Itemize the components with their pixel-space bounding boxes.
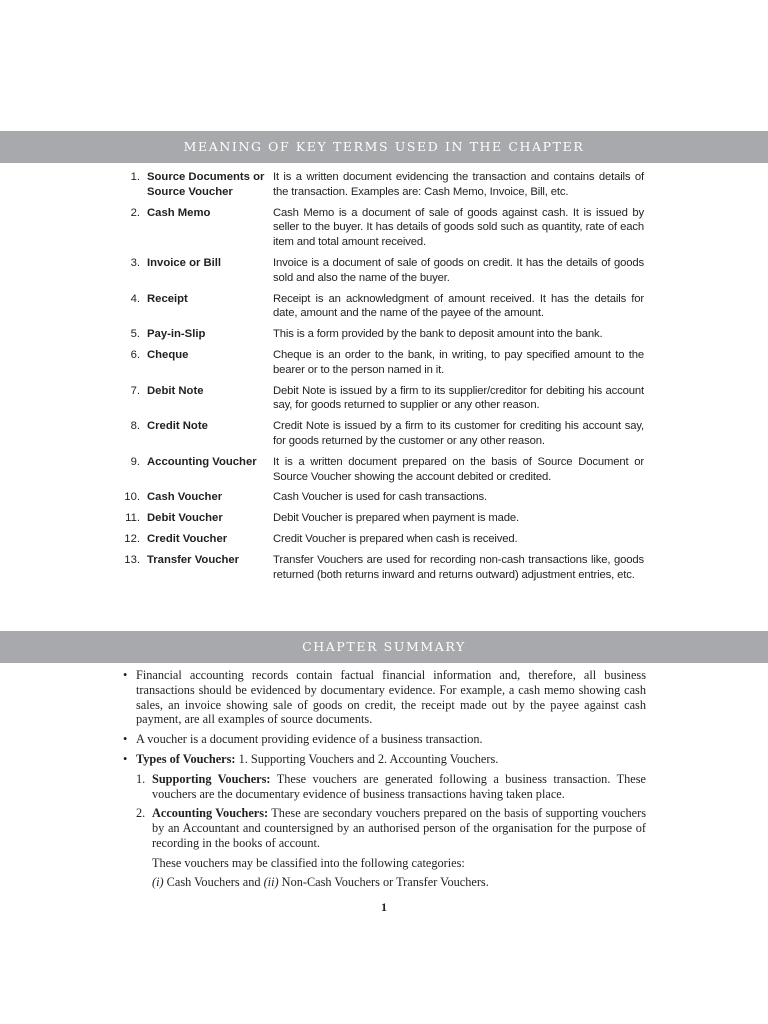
term-definition: Credit Note is issued by a firm to its customer for crediting his account say, for goods returned by the customer or any other reason. xyxy=(273,420,644,447)
term-name: Cash Memo xyxy=(147,206,211,219)
term-row xyxy=(118,511,648,526)
bullet-text: A voucher is a document providing evidence of a business transaction. xyxy=(136,732,483,747)
category-text: Non-Cash Vouchers or Transfer Vouchers. xyxy=(278,874,489,889)
page-number: 1 xyxy=(381,900,387,914)
term-row xyxy=(118,455,648,485)
term-row xyxy=(118,170,648,200)
term-name: Receipt xyxy=(147,292,188,305)
term-definition: Transfer Vouchers are used for recording non-cash transactions like, goods returned (both returns inward and returns outward) adjustment entries, etc. xyxy=(273,553,644,581)
term-name: Source Documents or Source Voucher xyxy=(147,171,265,198)
term-number: 2. xyxy=(130,206,140,219)
subitem-label: Supporting Vouchers: xyxy=(152,771,271,786)
summary-bullet xyxy=(122,732,646,747)
bullet-icon: • xyxy=(123,751,128,766)
bullet-icon: • xyxy=(123,668,128,682)
term-number: 8. xyxy=(130,420,140,433)
category-number: (ii) xyxy=(263,874,279,889)
term-name: Pay-in-Slip xyxy=(147,328,206,341)
term-definition: It is a written document evidencing the transaction and contains details of the transaction. Examples are: Cash Memo, Invoice, Bill, etc. xyxy=(273,171,644,198)
term-name: Accounting Voucher xyxy=(147,455,257,468)
term-row xyxy=(118,292,648,322)
term-name: Cash Voucher xyxy=(147,491,223,504)
term-name: Cheque xyxy=(147,348,189,361)
summary-subitem xyxy=(122,806,646,850)
term-definition: Invoice is a document of sale of goods on credit. It has the details of goods sold and also the name of the buyer. xyxy=(273,256,644,284)
term-definition: Receipt is an acknowledgment of amount received. It has the details for date, amount and the name of the payee of the amount. xyxy=(273,292,644,320)
term-number: 10. xyxy=(124,491,140,504)
term-row xyxy=(118,532,648,547)
subitem-text: These are secondary vouchers prepared on the basis of supporting vouchers by an Accountant and countersigned by an authorised person of the organisation for the purpose of recording in the books of account. xyxy=(152,806,646,850)
term-row xyxy=(118,419,648,449)
subitem-number: 2. xyxy=(136,806,146,821)
bullet-text: 1. Supporting Vouchers and 2. Accounting Vouchers. xyxy=(235,751,499,766)
term-row xyxy=(118,384,648,414)
term-row xyxy=(118,327,648,342)
summary-bullet xyxy=(122,668,646,727)
summary-bullet xyxy=(122,752,646,767)
term-name: Debit Voucher xyxy=(147,512,223,525)
term-name: Credit Note xyxy=(147,420,208,433)
chapter-summary-heading: CHAPTER SUMMARY xyxy=(0,631,768,663)
term-row xyxy=(118,256,648,286)
subitem-text: These vouchers are generated following a business transaction. These vouchers are the documentary evidence of business transactions having taken place. xyxy=(152,771,646,801)
term-definition: Cash Memo is a document of sale of goods against cash. It is issued by seller to the buyer. It has details of goods sold such as quantity, rate of each item and total amount received. xyxy=(273,206,644,249)
term-number: 11. xyxy=(125,512,140,525)
term-row xyxy=(118,553,648,583)
term-row xyxy=(118,348,648,378)
key-terms-heading: MEANING OF KEY TERMS USED IN THE CHAPTER xyxy=(0,131,768,163)
term-row xyxy=(118,206,648,250)
bullet-label: Types of Vouchers: xyxy=(136,751,236,766)
term-number: 4. xyxy=(130,292,140,305)
summary-subitem xyxy=(122,772,646,802)
chapter-summary xyxy=(122,668,646,893)
categories-intro: These vouchers may be classified into the following categories: xyxy=(152,855,465,870)
term-definition: Debit Voucher is prepared when payment is made. xyxy=(273,512,520,525)
term-number: 5. xyxy=(130,328,140,341)
subitem-number: 1. xyxy=(136,771,146,786)
subitem-label: Accounting Vouchers: xyxy=(152,806,269,821)
term-definition: Cheque is an order to the bank, in writing, to pay specified amount to the bearer or to the person named in it. xyxy=(273,348,644,376)
term-name: Credit Voucher xyxy=(147,532,228,545)
term-number: 7. xyxy=(130,384,140,397)
bullet-text: Financial accounting records contain factual financial information and, therefore, all business transactions should be evidenced by documentary evidence. For example, a cash memo showing cash sales, an invoice showing sale of goods on credit, the receipt made out by the payee against cash payment, are all examples of source documents. xyxy=(136,668,646,727)
key-terms-list xyxy=(118,170,648,588)
bullet-icon: • xyxy=(123,732,128,747)
term-number: 9. xyxy=(130,455,140,468)
term-number: 3. xyxy=(130,256,140,269)
term-definition: This is a form provided by the bank to deposit amount into the bank. xyxy=(273,328,603,341)
term-definition: Debit Note is issued by a firm to its supplier/creditor for debiting his account say, for goods returned to supplier or any other reason. xyxy=(273,384,644,412)
term-number: 13. xyxy=(124,553,140,566)
term-number: 12. xyxy=(124,532,140,545)
term-row xyxy=(118,490,648,505)
term-name: Invoice or Bill xyxy=(147,256,222,269)
term-number: 6. xyxy=(130,348,140,361)
term-name: Transfer Voucher xyxy=(147,553,240,566)
category-text: Cash Vouchers and xyxy=(163,874,264,889)
term-number: 1. xyxy=(130,171,140,183)
categories-list xyxy=(122,875,646,890)
term-definition: Credit Voucher is prepared when cash is received. xyxy=(273,532,518,545)
term-name: Debit Note xyxy=(147,384,204,397)
term-definition: It is a written document prepared on the basis of Source Document or Source Voucher showing the account debited or credited. xyxy=(273,455,644,483)
term-definition: Cash Voucher is used for cash transactions. xyxy=(273,491,487,504)
category-number: (i) xyxy=(152,874,164,889)
